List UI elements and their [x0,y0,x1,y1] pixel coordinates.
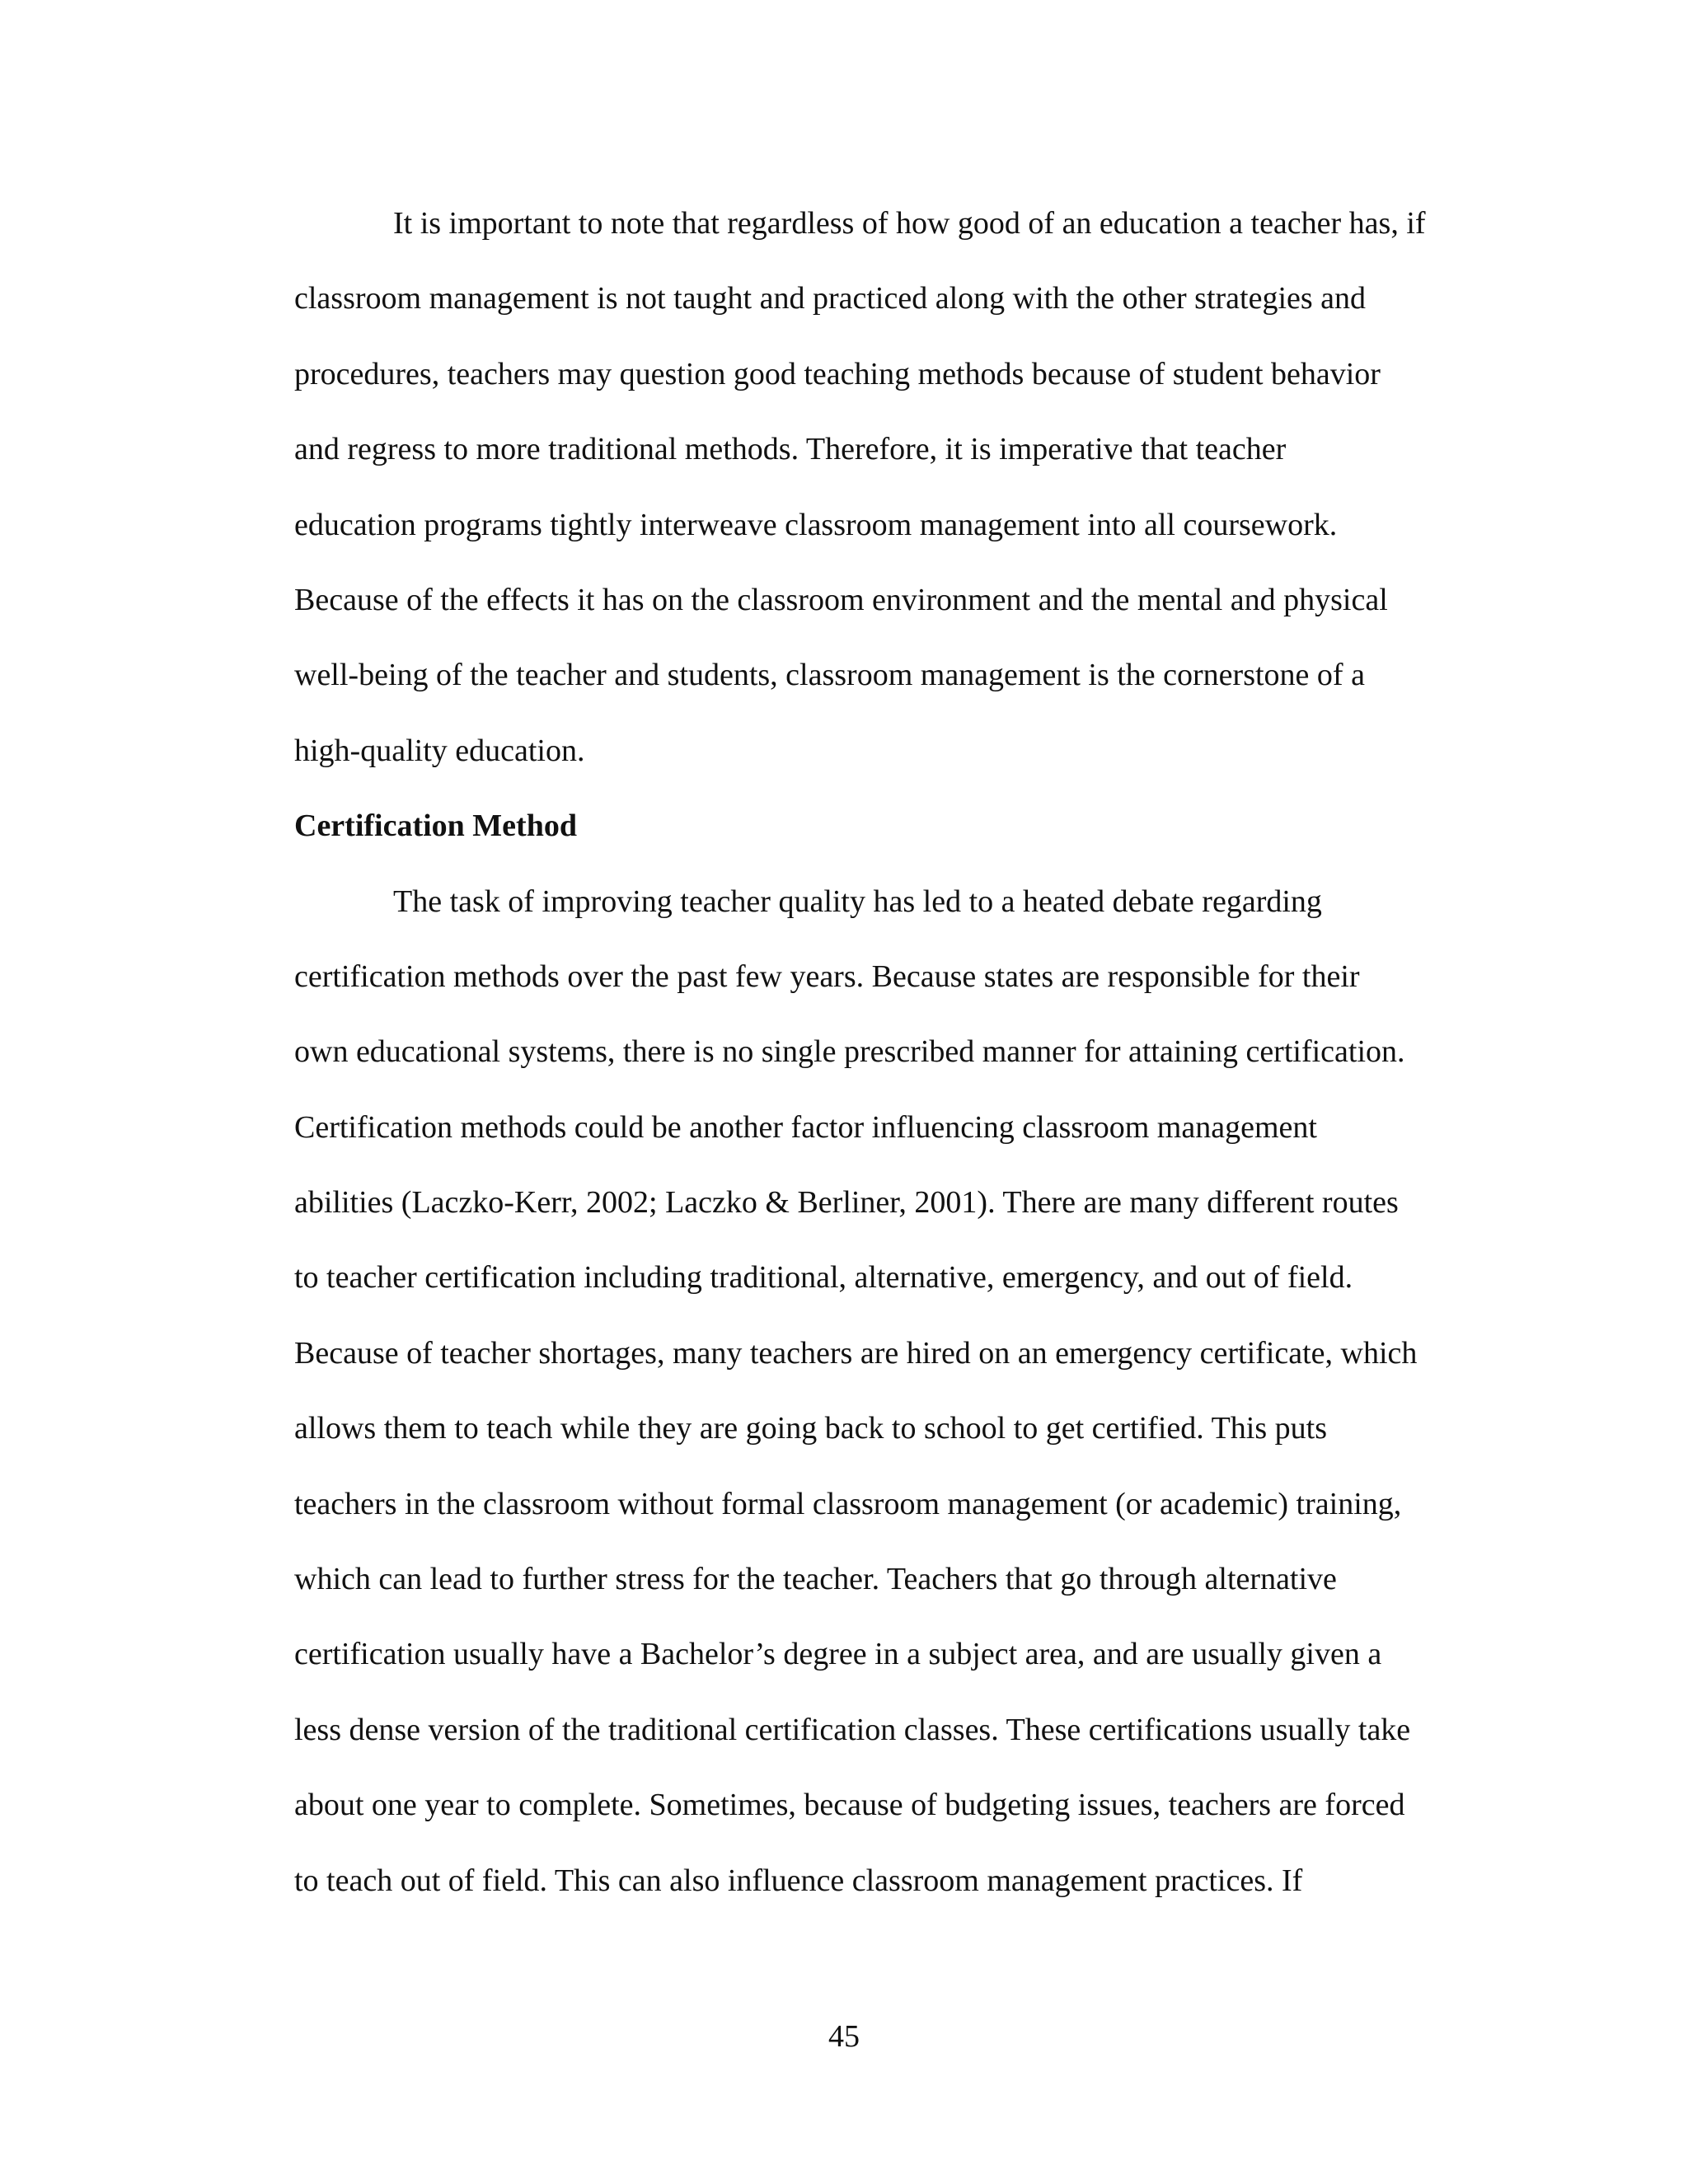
paragraph-1-line-5: education programs tightly interweave classroom management into all coursework. [294,507,1338,542]
paragraph-2-line-11: certification usually have a Bachelor’s degree in a subject area, and are usually given a [294,1637,1382,1672]
paragraph-2-line-12: less dense version of the traditional certification classes. These certifications usually take [294,1712,1411,1747]
paragraph-2-line-4: Certification methods could be another factor influencing classroom management [294,1109,1317,1145]
paragraph-2-line-7: Because of teacher shortages, many teachers are hired on an emergency certificate, which [294,1335,1418,1371]
paragraph-1-line-4: and regress to more traditional methods. Therefore, it is imperative that teacher [294,432,1287,467]
paragraph-2-line-8: allows them to teach while they are going back to school to get certified. This puts [294,1411,1327,1446]
paragraph-2-line-13: about one year to complete. Sometimes, because of budgeting issues, teachers are forced [294,1788,1405,1823]
paragraph-1-line-1: It is important to note that regardless of how good of an education a teacher has, if [393,206,1426,241]
paragraph-2-line-1: The task of improving teacher quality has led to a heated debate regarding [393,883,1322,919]
paragraph-1-line-6: Because of the effects it has on the classroom environment and the mental and physical [294,582,1388,617]
paragraph-2-line-10: which can lead to further stress for the teacher. Teachers that go through alternative [294,1562,1337,1597]
paragraph-1-line-2: classroom management is not taught and practiced along with the other strategies and [294,281,1367,316]
paragraph-1-line-3: procedures, teachers may question good teaching methods because of student behavior [294,356,1381,391]
paragraph-2-line-3: own educational systems, there is no single prescribed manner for attaining certification. [294,1034,1405,1070]
paragraph-2-line-9: teachers in the classroom without formal classroom management (or academic) training, [294,1486,1402,1521]
paragraph-2-line-5: abilities (Laczko-Kerr, 2002; Laczko & Berliner, 2001). There are many different routes [294,1185,1399,1221]
paragraph-2-line-2: certification methods over the past few years. Because states are responsible for their [294,958,1360,994]
page-number: 45 [828,2019,860,2054]
paragraph-1-line-8: high-quality education. [294,733,585,768]
body-text [294,186,1481,1919]
paragraph-2-line-14: to teach out of field. This can also influence classroom management practices. If [294,1863,1303,1898]
paragraph-2-line-6: to teacher certification including traditional, alternative, emergency, and out of field. [294,1260,1353,1296]
paragraph-1-line-7: well-being of the teacher and students, classroom management is the cornerstone of a [294,658,1365,693]
section-heading: Certification Method [294,808,577,844]
